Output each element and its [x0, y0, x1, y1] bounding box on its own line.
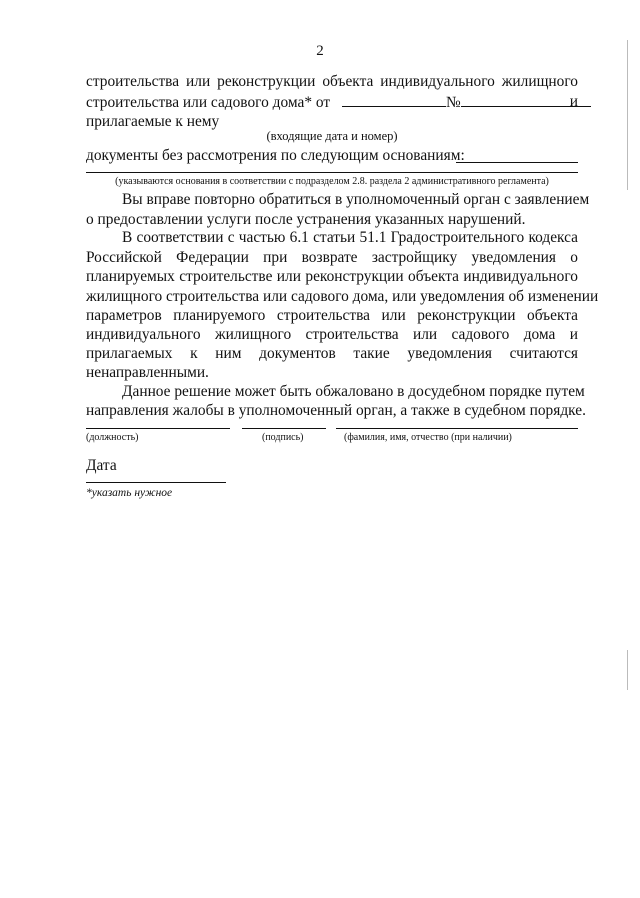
- text-line-with-blank: [86, 146, 578, 166]
- paragraph-line: планируемых строительстве или реконструкции объекта индивидуального: [86, 268, 578, 285]
- text-line-with-blanks: [86, 92, 578, 113]
- text-fragment: документы без рассмотрения по следующим основаниям:: [86, 147, 465, 164]
- number-sign: №: [445, 94, 461, 111]
- paragraph-line: жилищного строительства или садового дома, или уведомления об изменении: [86, 288, 599, 305]
- footnote: *указать нужное: [86, 487, 173, 499]
- date-blank: [342, 92, 446, 107]
- position-line: [86, 428, 230, 429]
- paragraph-line: параметров планируемого строительства или реконструкции объекта: [86, 307, 578, 324]
- page-number: 2: [316, 43, 324, 59]
- paragraph-line: В соответствии с частью 6.1 статьи 51.1 Градостроительного кодекса: [122, 229, 578, 246]
- paragraph-line: Данное решение может быть обжаловано в досудебном порядке путем: [122, 383, 585, 400]
- footnote-separator: [86, 482, 226, 483]
- scan-edge-mark: [627, 40, 628, 190]
- paragraph-line: Вы вправе повторно обратиться в уполномоченный орган с заявлением: [122, 191, 590, 208]
- text-fragment: и: [569, 93, 578, 110]
- scan-edge-mark: [627, 650, 628, 690]
- date-label: Дата: [86, 457, 117, 474]
- text-fragment: строительства или садового дома* от: [86, 94, 331, 111]
- paragraph-line: прилагаемых к ним документов такие уведомления считаются: [86, 345, 578, 362]
- text-line: строительства или реконструкции объекта индивидуального жилищного: [86, 73, 578, 90]
- paragraph-line: индивидуального жилищного строительства или садового дома и: [86, 326, 578, 343]
- reasons-blank: [456, 148, 578, 163]
- name-caption: (фамилия, имя, отчество (при наличии): [344, 432, 512, 443]
- paragraph-line: ненаправленными.: [86, 364, 209, 381]
- signature-line: [242, 428, 326, 429]
- paragraph-line: направления жалобы в уполномоченный орган, а также в судебном порядке.: [86, 402, 586, 419]
- caption-reasons: (указываются основания в соответствии с подразделом 2.8. раздела 2 административного регламента): [115, 176, 549, 187]
- signature-caption: (подпись): [262, 432, 304, 443]
- caption-incoming: (входящие дата и номер): [266, 129, 398, 143]
- name-line: [336, 428, 578, 429]
- paragraph-line: Российской Федерации при возврате застройщику уведомления о: [86, 249, 578, 266]
- text-line: прилагаемые к нему: [86, 113, 220, 130]
- position-caption: (должность): [86, 432, 139, 443]
- paragraph-line: о предоставлении услуги после устранения указанных нарушений.: [86, 211, 526, 228]
- reasons-line: [86, 172, 578, 173]
